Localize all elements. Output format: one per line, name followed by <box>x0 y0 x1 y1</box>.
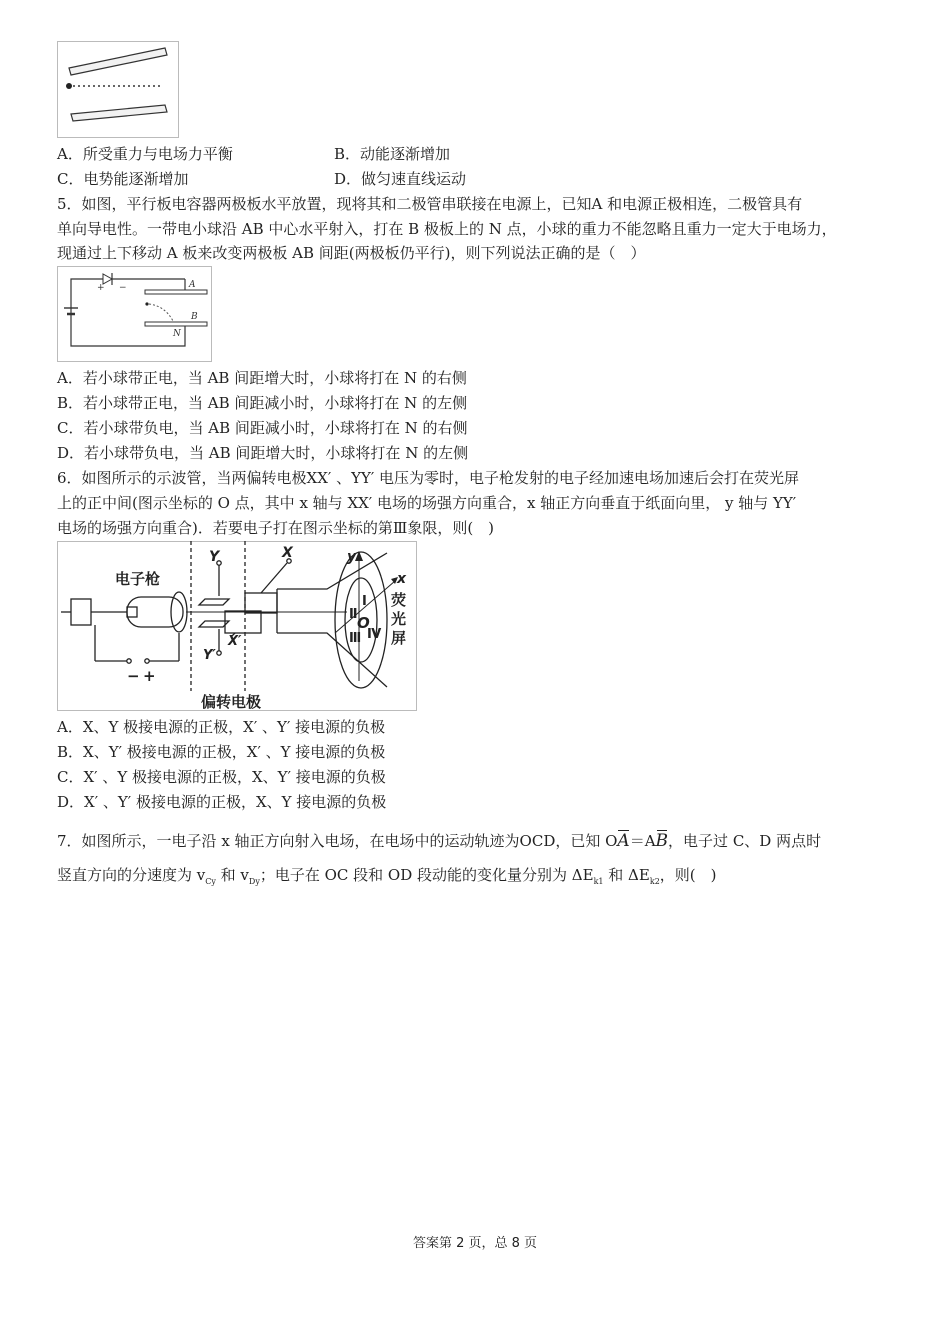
plate-b-label: B <box>191 312 198 322</box>
quadrant-2-label: Ⅱ <box>349 607 358 622</box>
diode-plus-label: + <box>97 283 105 293</box>
q7-line2-part-d: 和 ΔE <box>603 866 650 884</box>
x-electrode-label: X <box>282 545 293 561</box>
q7-line1-part-a: 7．如图所示，一电子沿 x 轴正方向射入电场，在电场中的运动轨迹为OCD，已知 O <box>57 832 618 850</box>
q4-option-d: D．做匀速直线运动 <box>334 170 467 188</box>
deflection-electrode-label: 偏转电极 <box>201 693 262 711</box>
subscript-dy: Dy <box>248 877 260 886</box>
q5-stem-line-3: 现通过上下移动 A 板来改变两极板 AB 间距(两极板仍平行)，则下列说法正确的是（ ） <box>57 244 646 262</box>
q7-line2-part-b: 和 v <box>215 866 249 884</box>
quadrant-1-label: Ⅰ <box>362 594 367 609</box>
q6-option-c: C．X′ 、Y 极接电源的正极，X、Y′ 接电源的负极 <box>57 768 386 786</box>
q4-option-c: C．电势能逐渐增加 <box>57 170 189 188</box>
oscilloscope-tube-figure <box>57 541 417 711</box>
x-prime-label: X′ <box>228 634 242 649</box>
q5-option-b: B．若小球带正电，当 AB 间距减小时，小球将打在 N 的左侧 <box>57 394 468 412</box>
q5-option-d: D．若小球带负电，当 AB 间距增大时，小球将打在 N 的左侧 <box>57 444 469 462</box>
diode-minus-label: − <box>119 283 127 293</box>
quadrant-3-label: Ⅲ <box>349 631 362 646</box>
q6-stem-line-1: 6．如图所示的示波管，当两偏转电极XX′ 、YY′ 电压为零时，电子枪发射的电子经加速电场加速后会打在荧光屏 <box>57 469 800 487</box>
plates-figure <box>57 41 179 138</box>
capacitor-circuit-figure <box>57 266 212 362</box>
q6-option-d: D．X′ 、Y′ 极接电源的正极，X、Y 接电源的负极 <box>57 793 387 811</box>
q7-stem-line-2 <box>57 863 717 894</box>
q7-line1-part-b: ＝A <box>629 832 656 850</box>
subscript-k1: k1 <box>593 877 604 886</box>
q5-option-c: C．若小球带负电，当 AB 间距减小时，小球将打在 N 的右侧 <box>57 419 468 437</box>
q5-option-a: A．若小球带正电，当 AB 间距增大时，小球将打在 N 的右侧 <box>57 369 467 387</box>
electron-gun-label: 电子枪 <box>115 570 161 588</box>
screen-char-2: 光 <box>391 610 407 628</box>
q7-line2-part-a: 竖直方向的分速度为 v <box>57 866 206 884</box>
supply-plus-label: + <box>143 667 156 685</box>
q5-stem-line-2: 单向导电性。一带电小球沿 AB 中心水平射入，打在 B 极板上的 N 点，小球的重力不能忽略且重力一定大于电场力， <box>57 220 837 238</box>
point-n-label: N <box>173 329 181 339</box>
q4-option-a: A．所受重力与电场力平衡 <box>57 145 233 163</box>
y-axis-label: y <box>347 549 357 565</box>
origin-o-label: O <box>357 614 370 632</box>
q7-line1-part-c: ，电子过 C、D 两点时 <box>668 832 822 850</box>
vector-oa-symbol: A <box>617 831 630 851</box>
x-axis-label: x <box>397 571 407 587</box>
y-electrode-label: Y <box>209 549 220 565</box>
q6-option-b: B．X、Y′ 极接电源的正极，X′ 、Y 接电源的负极 <box>57 743 386 761</box>
screen-char-3: 屏 <box>391 629 407 647</box>
q7-line2-part-e: ，则( ) <box>659 866 717 884</box>
subscript-cy: Cy <box>205 877 216 886</box>
q7-stem-line-1 <box>57 829 821 853</box>
q4-option-b: B．动能逐渐增加 <box>334 145 451 163</box>
supply-minus-label: − <box>127 667 140 685</box>
q6-stem-line-3: 电场的场强方向重合)．若要电子打在图示坐标的第Ⅲ象限，则( ) <box>57 519 495 537</box>
plate-a-label: A <box>189 280 196 290</box>
screen-char-1: 荧 <box>391 591 407 609</box>
quadrant-4-label: Ⅳ <box>367 627 382 642</box>
page-footer: 答案第 2 页，总 8 页 <box>412 1236 538 1251</box>
q6-stem-line-2: 上的正中间(图示坐标的 O 点，其中 x 轴与 XX′ 电场的场强方向重合，x 轴正方向垂直于纸面向里， y 轴与 YY′ <box>57 494 797 512</box>
q5-stem-line-1: 5．如图，平行板电容器两极板水平放置，现将其和二极管串联接在电源上，已知A 和电源正极相连，二极管具有 <box>57 195 803 213</box>
vector-ab-symbol: B <box>655 831 669 851</box>
y-prime-label: Y′ <box>203 648 216 663</box>
q6-option-a: A．X、Y 极接电源的正极，X′ 、Y′ 接电源的负极 <box>57 718 386 736</box>
q7-line2-part-c: ；电子在 OC 段和 OD 段动能的变化量分别为 ΔE <box>259 866 594 884</box>
subscript-k2: k2 <box>649 877 660 886</box>
